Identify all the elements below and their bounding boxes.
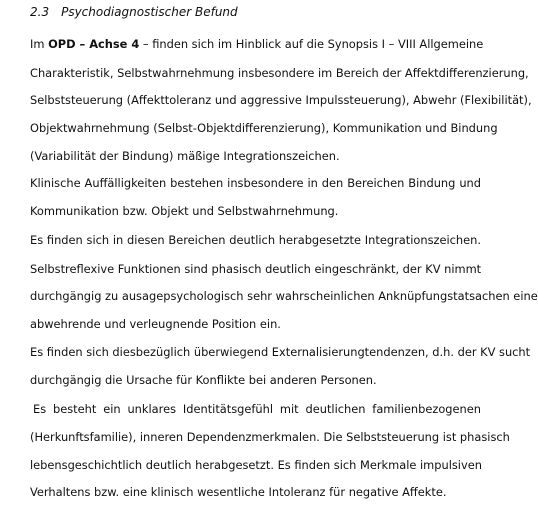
- p1-line-3: Selbststeuerung (Affekttoleranz und aggressive Impulssteuerung), Abwehr (Flexibilität),: [30, 93, 532, 107]
- p1-line-1: Im OPD – Achse 4 – finden sich im Hinblick auf die Synopsis I – VIII Allgemeine: [30, 37, 484, 51]
- p5-line-1: Es besteht ein unklares Identitätsgefühl mit deutlichen familienbezogenen: [33, 402, 481, 416]
- p3-line-4: abwehrende und verleugnende Position ein.: [30, 317, 281, 331]
- p2-line-2: Kommunikation bzw. Objekt und Selbstwahrnehmung.: [30, 204, 339, 218]
- p1-line-2: Charakteristik, Selbstwahrnehmung insbesondere im Bereich der Affektdifferenzierung,: [30, 66, 529, 80]
- p1-line-4: Objektwahrnehmung (Selbst-Objektdifferenzierung), Kommunikation und Bindung: [30, 121, 498, 135]
- p4-line-2: durchgängig die Ursache für Konflikte bei anderen Personen.: [30, 373, 377, 387]
- p5-line-4: Verhaltens bzw. eine klinisch wesentliche Intoleranz für negative Affekte.: [30, 485, 447, 499]
- opd-axis-label: OPD – Achse 4: [48, 37, 140, 51]
- p1-line-5: (Variabilität der Bindung) mäßige Integrationszeichen.: [30, 149, 340, 163]
- p5-line-3: lebensgeschichtlich deutlich herabgesetzt. Es finden sich Merkmale impulsiven: [30, 458, 482, 472]
- p5-line-2: (Herkunftsfamilie), inneren Dependenzmerkmalen. Die Selbststeuerung ist phasisch: [30, 430, 510, 444]
- p3-line-2: Selbstreflexive Funktionen sind phasisch deutlich eingeschränkt, der KV nimmt: [30, 262, 482, 276]
- p3-line-3: durchgängig zu ausagepsychologisch sehr wahrscheinlichen Anknüpfungstatsachen eine: [30, 289, 538, 303]
- p2-line-1: Klinische Auffälligkeiten bestehen insbesondere in den Bereichen Bindung und: [30, 176, 481, 190]
- section-heading: [30, 5, 238, 19]
- p4-line-1: Es finden sich diesbezüglich überwiegend Externalisierungtendenzen, d.h. der KV sucht: [30, 345, 531, 359]
- p3-line-1: Es finden sich in diesen Bereichen deutlich herabgesetzte Integrationszeichen.: [30, 233, 481, 247]
- section-title: Psychodiagnostischer Befund: [61, 5, 238, 19]
- section-number: 2.3: [30, 5, 50, 19]
